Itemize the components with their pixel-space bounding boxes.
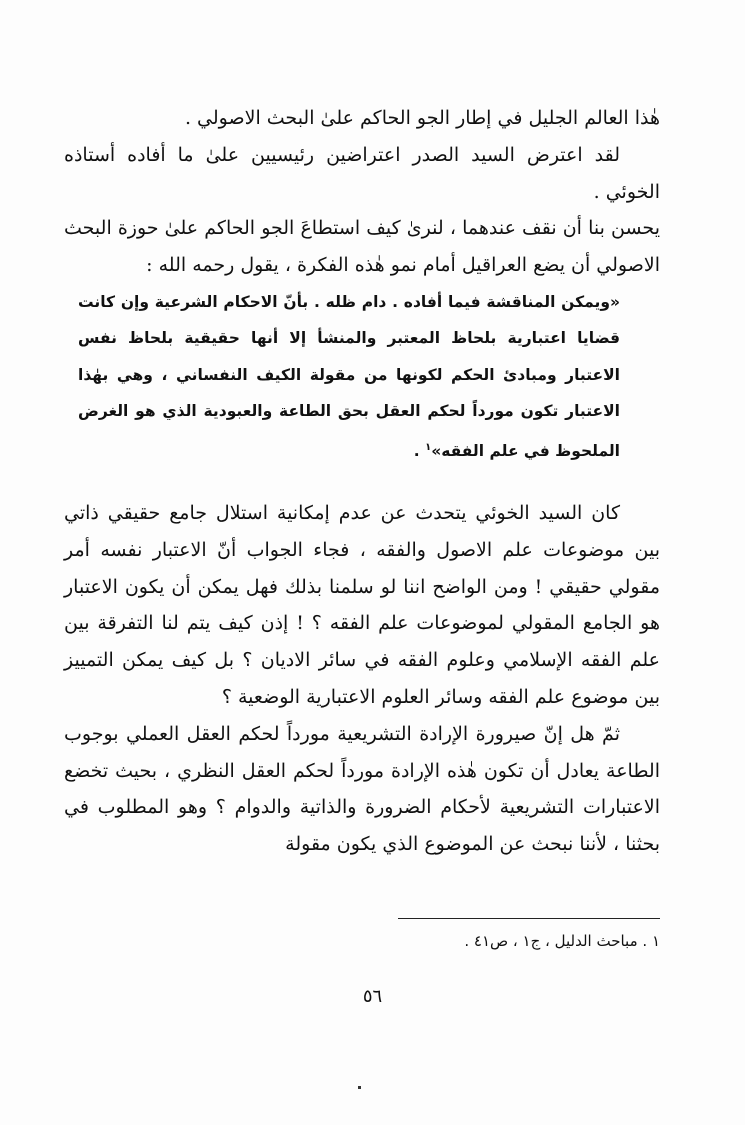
quote-end: . (413, 441, 426, 460)
quote-text: ويمكن المناقشة فيما أفاده . دام ظله . بأنّ الاحكام الشرعية وإن كانت قضايا اعتبارية بلحاظ المعتبر والمنشأ إلا أنها حقيقية بلحاظ نفس الاعتبار ومبادئ الحكم لكونها من مقولة الكيف النفساني ، وهي بهٰذا الاعتبار تكون مورداً لحكم العقل بحق الطاعة والعبودية الذي هو الغرض الملحوظ في علم الفقه (78, 293, 620, 460)
footnote-reference: ١ (425, 441, 432, 453)
footnote: ١ . مباحث الدليل ، ج١ ، ص٤١ . (464, 932, 660, 950)
page-number: ٥٦ (362, 986, 383, 1007)
paragraph: يحسن بنا أن نقف عندهما ، لنرىٰ كيف استطاعَ الجو الحاكم علىٰ حوزة البحث الاصولي أن يضع العراقيل أمام نمو هٰذه الفكرة ، يقول رحمه الله : (64, 217, 660, 277)
block-quote (78, 284, 620, 469)
body-text-bottom (64, 495, 660, 863)
footnote-divider (398, 918, 660, 919)
paragraph: ثمّ هل إنّ صيرورة الإرادة التشريعية مورداً لحكم العقل العملي بوجوب الطاعة يعادل أن تكون هٰذه الإرادة مورداً لحكم العقل النظري ، بحيث تخضع الاعتبارات التشريعية لأحكام الضرورة والذاتية والدوام ؟ وهو المطلوب في بحثنا ، لأننا نبحث عن الموضوع الذي يكون مقولة (64, 722, 660, 856)
paragraph: كان السيد الخوئي يتحدث عن عدم إمكانية استلال جامع حقيقي ذاتي بين موضوعات علم الاصول والفقه ، فجاء الجواب أنّ الاعتبار نفسه أمر مقولي حقيقي ! ومن الواضح اننا لو سلمنا بذلك فهل يمكن أن يكون الاعتبار هو الجامع المقولي لموضوعات علم الفقه ؟ ! إذن كيف يتم لنا التفرقة بين علم الفقه الإسلامي وعلوم الفقه في سائر الاديان ؟ بل كيف يمكن التمييز بين موضوع علم الفقه وسائر العلوم الاعتبارية الوضعية ؟ (64, 502, 660, 708)
scan-speck (358, 1086, 361, 1089)
paragraph: لقد اعترض السيد الصدر اعتراضين رئيسيين علىٰ ما أفاده أستاذه الخوئي . (64, 143, 660, 203)
quote-open-mark: « (609, 293, 620, 311)
quote-close-mark: » (431, 441, 442, 460)
paragraph: هٰذا العالم الجليل في إطار الجو الحاكم علىٰ البحث الاصولي . (184, 107, 660, 129)
body-text-top (64, 100, 660, 284)
